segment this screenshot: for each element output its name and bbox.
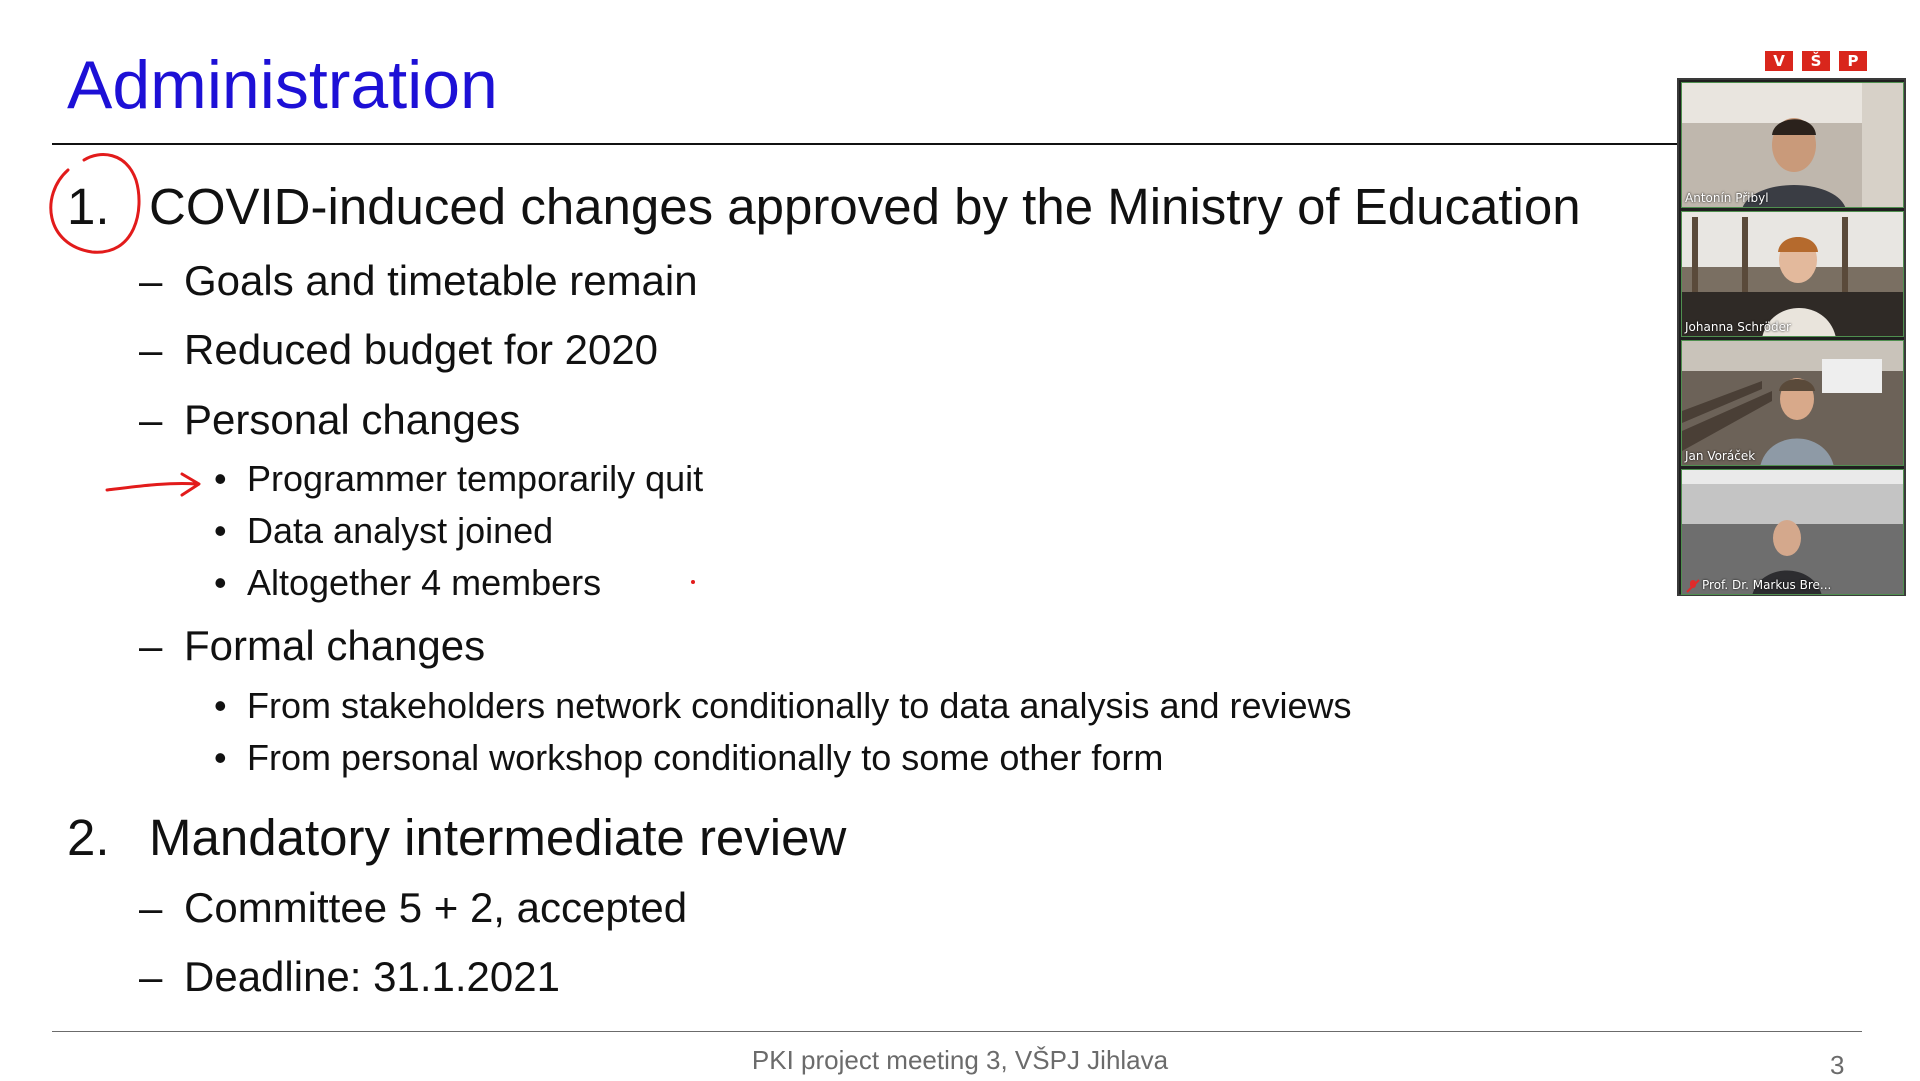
footer-text: PKI project meeting 3, VŠPJ Jihlava bbox=[751, 1045, 1169, 1075]
camera-video-icon bbox=[1682, 212, 1904, 337]
list-number: 2. bbox=[67, 809, 110, 866]
title-divider bbox=[52, 143, 1680, 145]
participant-name: Antonín Přibyl bbox=[1685, 191, 1769, 205]
sub-item-text: Personal changes bbox=[184, 396, 521, 443]
page-number: 3 bbox=[1830, 1050, 1845, 1080]
list-item-text: COVID-induced changes approved by the Ministry of Education bbox=[149, 178, 1581, 235]
list-number: 1. bbox=[67, 178, 110, 235]
logo-letter: P bbox=[1839, 51, 1867, 71]
participant-tile[interactable] bbox=[1681, 82, 1904, 208]
dash-marker: – bbox=[139, 622, 163, 669]
dash-marker: – bbox=[139, 326, 163, 373]
participant-name: Johanna Schröder bbox=[1685, 320, 1791, 334]
camera-video-icon bbox=[1682, 470, 1904, 595]
sub-item-text: Reduced budget for 2020 bbox=[184, 326, 659, 373]
bullet-text: Altogether 4 members bbox=[247, 562, 602, 603]
bullet-marker: • bbox=[214, 685, 227, 726]
dash-marker: – bbox=[139, 884, 163, 931]
sub-item-text: Formal changes bbox=[184, 622, 486, 669]
logo-letter: Š bbox=[1802, 51, 1830, 71]
footer-divider bbox=[52, 1031, 1862, 1032]
bullet-marker: • bbox=[214, 737, 227, 778]
participant-tile[interactable] bbox=[1681, 211, 1904, 337]
bullet-marker: • bbox=[214, 458, 227, 499]
bullet-text: Programmer temporarily quit bbox=[247, 458, 704, 499]
annotation-dot bbox=[691, 580, 695, 584]
bullet-text: From stakeholders network conditionally to data analysis and reviews bbox=[247, 685, 1352, 726]
camera-video-icon bbox=[1682, 341, 1904, 466]
sub-item-text: Goals and timetable remain bbox=[184, 257, 698, 304]
dash-marker: – bbox=[139, 257, 163, 304]
sub-item-text: Committee 5 + 2, accepted bbox=[184, 884, 688, 931]
dash-marker: – bbox=[139, 953, 163, 1000]
participant-name: Jan Voráček bbox=[1685, 449, 1756, 463]
bullet-marker: • bbox=[214, 562, 227, 603]
camera-video-icon bbox=[1682, 83, 1904, 208]
list-item-text: Mandatory intermediate review bbox=[149, 809, 847, 866]
annotation-arrow bbox=[107, 474, 199, 495]
bullet-text: Data analyst joined bbox=[247, 510, 554, 551]
bullet-marker: • bbox=[214, 510, 227, 551]
bullet-text: From personal workshop conditionally to some other form bbox=[247, 737, 1164, 778]
vspj-logo bbox=[1765, 51, 1867, 71]
participant-tile[interactable] bbox=[1681, 469, 1904, 595]
participant-tile[interactable] bbox=[1681, 340, 1904, 466]
mic-muted-icon bbox=[1686, 579, 1700, 593]
participants-panel[interactable] bbox=[1677, 78, 1906, 596]
sub-item-text: Deadline: 31.1.2021 bbox=[184, 953, 560, 1000]
dash-marker: – bbox=[139, 396, 163, 443]
participant-name: Prof. Dr. Markus Bre... bbox=[1702, 578, 1832, 592]
logo-letter: V bbox=[1765, 51, 1793, 71]
slide-title: Administration bbox=[67, 47, 498, 123]
